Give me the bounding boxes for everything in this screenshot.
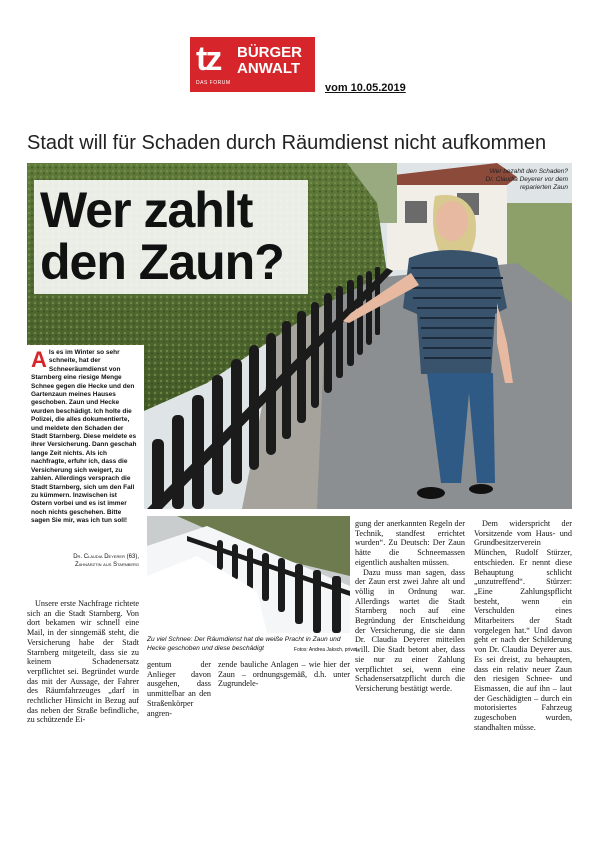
photo-caption: Wer bezahlt den Schaden? Dr. Claudia Deyerer vor dem reparierten Zaun	[485, 168, 568, 191]
logo-line2: ANWALT	[237, 60, 301, 77]
reader-signature	[31, 553, 139, 569]
paragraph: zende bauliche Anlagen – wie hier der Zaun – ordnungsgemäß, d.h. unter Zugrundele-	[218, 660, 350, 689]
inset-photo	[147, 516, 350, 633]
article-column-3	[218, 660, 350, 689]
reader-letter-text: ls es im Winter so sehr schneite, hat der Schneeräumdienst von Starnberg eine riesige Menge Schnee gegen die Hecke und den Gartenzaun meines Hauses geschoben. Zaun und Hecke wurden beschädigt. Ich holte die Polizei, die alles dokumentierte, und meldete den Schaden der Stadt Starnberg. Diese meldete es ihrer Versicherung. Dann geschah lange Zeit nichts. Als ich nachfragte, erfuhr ich, dass die Versicherung sich weigert, zu zahlen. Allerdings versprach die Stadt Starnberg, sich um den Fall zu kümmern. Inzwischen ist Ostern vorbei und es ist immer noch nichts geschehen. Bitte sagen Sie mir, was ich tun soll!	[31, 349, 137, 525]
feature-title-line1: Wer zahlt	[40, 182, 253, 238]
dropcap: A	[31, 347, 47, 372]
paragraph: Dem widerspricht der Vorsitzende vom Haus- und Grundbesitzerverein München, Rudolf Stürzer, entschieden. Er nennt diese Behauptung schlicht „unzutreffend“. Stürzer: „Eine Zahlungspflicht besteht, wenn ein Verschulden eines Mitarbeiters der Stadt vorgelegen hat.“ Und davon geht er nach der Schilderung von Dr. Claudia Deyerer aus. Es sei dreist, zu behaupten, dass ein relativ neuer Zaun den riesigen Schnee- und Eismassen, die auf ihn – laut der Geschädigten – durch ein motorisiertes Fahrzeug zugeschoben wurden, standhalten müsse.	[474, 519, 572, 732]
feature-title	[34, 180, 308, 294]
article-column-1	[27, 599, 139, 725]
logo-line3: DAS FORUM	[196, 80, 231, 86]
feature-title-line2: den Zaun?	[40, 234, 284, 290]
paragraph: gung der anerkannten Regeln der Technik, standfest errichtet wurden“. Zu Deutsch: Der Zaun hätte die Schneemassen eigentlich aushalten müssen.	[355, 519, 465, 567]
paragraph: Unsere erste Nachfrage richtete sich an die Stadt Starnberg. Von dort bekamen wir schnell eine Mail, in der sinngemäß steht, die Versicherung habe der Stadt Starnberg mitgeteilt, dass sie zu keinem Schadenersatz verpflichtet sei. Begründet wurde das mit der Aussage, der Fahrer des Räumfahrzeuges „darf in rechtlicher Hinsicht in Bezug auf das neben der Straße befindliche, zu schützende Ei-	[27, 599, 139, 725]
article-headline: Stadt will für Schaden durch Räumdienst nicht aufkommen	[27, 132, 547, 154]
article-column-4	[355, 519, 465, 694]
photo-credit: Fotos: Andrea Jaksch, privat	[293, 646, 357, 653]
logo-line1: BÜRGER	[237, 44, 303, 61]
reader-letter	[31, 349, 139, 526]
paragraph: gentum der Anlieger davon ausgehen, dass unmittelbar an den Straßenkörper angren-	[147, 660, 211, 718]
inset-caption	[147, 636, 357, 654]
logo-mark: tz	[196, 40, 221, 78]
article-column-5	[474, 519, 572, 732]
reader-letter-box	[27, 345, 144, 589]
paragraph: Dazu muss man sagen, dass der Zaun erst zwei Jahre alt und völlig in Ordnung war. Allerdings wartet die Stadt Starnberg noch auf eine Begründung der Entscheidung der Versicherung, die sie dann Dr. Claudia Deyerer mitteilen will. Die Stadt betont aber, dass sie nur zu einer Zahlung verpflichtet sei, wenn eine Schadensersatzpflicht durch die Versicherung bestätigt werde.	[355, 567, 465, 693]
article-column-2	[147, 660, 211, 718]
signature-role: Zahnärztin aus Starnberg	[74, 562, 139, 568]
tz-buergeranwalt-logo	[190, 37, 315, 92]
inset-caption-text: Zu viel Schnee: Der Räumdienst hat die weiße Pracht in Zaun und Hecke geschoben und diese beschädigt	[147, 636, 341, 652]
publication-date: vom 10.05.2019	[325, 82, 406, 94]
signature-name: Dr. Claudia Deyerer (63),	[73, 554, 139, 560]
